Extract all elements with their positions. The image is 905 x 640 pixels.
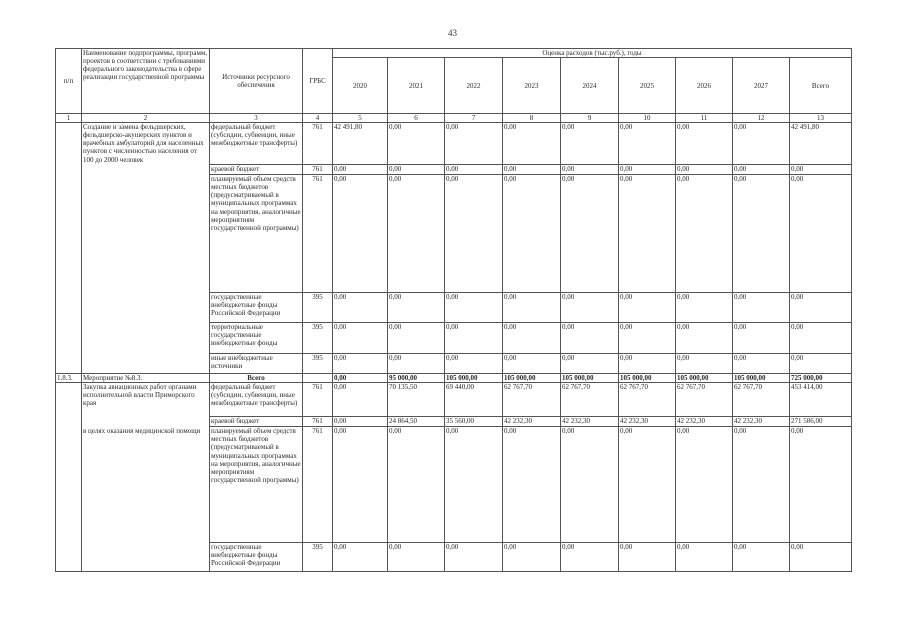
value-cell: 0,00 xyxy=(619,427,676,543)
funding-source: государственные внебюджетные фонды Российской Федерации xyxy=(210,543,303,572)
column-number: 11 xyxy=(676,114,733,123)
value-cell: 0,00 xyxy=(333,417,388,427)
value-cell: 0,00 xyxy=(561,323,619,354)
value-cell: 0,00 xyxy=(333,293,388,323)
total-value-cell: 0,00 xyxy=(333,374,388,383)
value-cell: 0,00 xyxy=(333,543,388,572)
total-value-cell: 95 000,00 xyxy=(388,374,445,383)
value-cell: 0,00 xyxy=(561,543,619,572)
value-cell: 0,00 xyxy=(388,354,445,374)
table-row xyxy=(56,383,852,417)
funding-source: территориальные государственные внебюджетные фонды xyxy=(210,323,303,354)
total-value-cell: 105 000,00 xyxy=(445,374,503,383)
value-cell: 0,00 xyxy=(790,175,852,293)
grbs-code: 395 xyxy=(303,543,333,572)
header-year: 2027 xyxy=(733,58,790,114)
header-estimate: Оценка расходов (тыс.руб.), годы xyxy=(333,49,852,58)
value-cell: 0,00 xyxy=(733,123,790,165)
value-cell: 0,00 xyxy=(790,165,852,175)
value-cell: 42 232,30 xyxy=(733,417,790,427)
value-cell: 0,00 xyxy=(445,323,503,354)
funding-source: планируемый объем средств местных бюджетов (предусматриваемый в муниципальных программах на мероприятия, аналогичные мероприятиям государственной программы) xyxy=(210,427,303,543)
value-cell: 42 232,30 xyxy=(561,417,619,427)
row-number xyxy=(56,383,82,572)
value-cell: 0,00 xyxy=(733,427,790,543)
value-cell: 0,00 xyxy=(733,293,790,323)
column-number: 9 xyxy=(561,114,619,123)
header-source: Источники ресурсного обеспечения xyxy=(210,49,303,114)
value-cell: 0,00 xyxy=(790,323,852,354)
value-cell: 62 767,70 xyxy=(503,383,561,417)
value-cell: 24 864,50 xyxy=(388,417,445,427)
header-numbers-row xyxy=(56,114,852,123)
header-year: 2024 xyxy=(561,58,619,114)
value-cell: 0,00 xyxy=(733,175,790,293)
column-number: 12 xyxy=(733,114,790,123)
value-cell: 0,00 xyxy=(388,123,445,165)
funding-source: краевой бюджет xyxy=(210,417,303,427)
value-cell: 0,00 xyxy=(676,427,733,543)
value-cell: 0,00 xyxy=(733,354,790,374)
grbs-code xyxy=(303,374,333,383)
value-cell: 0,00 xyxy=(445,427,503,543)
column-number: 13 xyxy=(790,114,852,123)
total-value-cell: 105 000,00 xyxy=(619,374,676,383)
header-name: Наименование подпрограммы, программ, проектов в соответствии с требованиями федерального законодательства в сфере реализации государственной программы xyxy=(82,49,210,114)
value-cell: 0,00 xyxy=(619,293,676,323)
value-cell: 42 232,30 xyxy=(676,417,733,427)
grbs-code: 761 xyxy=(303,383,333,417)
value-cell: 0,00 xyxy=(503,175,561,293)
total-value-cell: 105 000,00 xyxy=(733,374,790,383)
value-cell: 0,00 xyxy=(333,165,388,175)
value-cell: 0,00 xyxy=(503,293,561,323)
column-number: 3 xyxy=(210,114,303,123)
measure-name: Создание и замена фельдшерских, фельдшерско-акушерских пунктов и врачебных амбулаторий для населенных пунктов с численностью населения от 100 до 2000 человек xyxy=(82,123,210,374)
value-cell: 0,00 xyxy=(733,543,790,572)
column-number: 7 xyxy=(445,114,503,123)
value-cell: 0,00 xyxy=(619,354,676,374)
value-cell: 0,00 xyxy=(619,123,676,165)
value-cell: 0,00 xyxy=(619,175,676,293)
grbs-code: 395 xyxy=(303,293,333,323)
value-cell: 0,00 xyxy=(445,293,503,323)
value-cell: 271 586,00 xyxy=(790,417,852,427)
value-cell: 0,00 xyxy=(445,123,503,165)
grbs-code: 761 xyxy=(303,165,333,175)
value-cell: 42 232,30 xyxy=(503,417,561,427)
header-year: 2020 xyxy=(333,58,388,114)
column-number: 2 xyxy=(82,114,210,123)
grbs-code: 395 xyxy=(303,354,333,374)
value-cell: 0,00 xyxy=(619,165,676,175)
value-cell: 0,00 xyxy=(676,293,733,323)
value-cell: 70 135,50 xyxy=(388,383,445,417)
total-value-cell: 105 000,00 xyxy=(503,374,561,383)
funding-source: федеральный бюджет (субсидии, субвенции, иные межбюджетные трансферты) xyxy=(210,123,303,165)
value-cell: 0,00 xyxy=(388,175,445,293)
value-cell: 0,00 xyxy=(445,165,503,175)
value-cell: 42 491,80 xyxy=(333,123,388,165)
table-header xyxy=(56,49,852,123)
value-cell: 0,00 xyxy=(676,123,733,165)
value-cell: 42 491,80 xyxy=(790,123,852,165)
total-value-cell: 105 000,00 xyxy=(561,374,619,383)
value-cell: 0,00 xyxy=(561,427,619,543)
value-cell: 0,00 xyxy=(790,427,852,543)
column-number: 6 xyxy=(388,114,445,123)
value-cell: 0,00 xyxy=(561,293,619,323)
value-cell: 0,00 xyxy=(503,354,561,374)
header-year: 2022 xyxy=(445,58,503,114)
value-cell: 0,00 xyxy=(561,123,619,165)
value-cell: 0,00 xyxy=(388,543,445,572)
measure-title: Мероприятие №8.3. xyxy=(82,374,210,383)
column-number: 5 xyxy=(333,114,388,123)
funding-source: планируемый объем средств местных бюджетов (предусматриваемый в муниципальных программах на мероприятия, аналогичные мероприятиям государственной программы) xyxy=(210,175,303,293)
row-number xyxy=(56,123,82,374)
value-cell: 0,00 xyxy=(388,293,445,323)
header-year: Всего xyxy=(790,58,852,114)
grbs-code: 761 xyxy=(303,417,333,427)
value-cell: 62 767,70 xyxy=(676,383,733,417)
header-year: 2025 xyxy=(619,58,676,114)
value-cell: 0,00 xyxy=(445,543,503,572)
page-number: 43 xyxy=(448,28,457,38)
grbs-code: 761 xyxy=(303,175,333,293)
value-cell: 0,00 xyxy=(503,165,561,175)
column-number: 8 xyxy=(503,114,561,123)
value-cell: 0,00 xyxy=(676,354,733,374)
value-cell: 0,00 xyxy=(388,323,445,354)
column-number: 1 xyxy=(56,114,82,123)
value-cell: 0,00 xyxy=(503,123,561,165)
measure-name-cell xyxy=(82,383,210,572)
value-cell: 0,00 xyxy=(676,323,733,354)
measure-name-continued: в целях оказания медицинской помощи xyxy=(83,427,201,436)
value-cell: 0,00 xyxy=(561,175,619,293)
grbs-code: 395 xyxy=(303,323,333,354)
value-cell: 0,00 xyxy=(503,323,561,354)
value-cell: 0,00 xyxy=(790,354,852,374)
value-cell: 0,00 xyxy=(388,165,445,175)
value-cell: 0,00 xyxy=(790,293,852,323)
value-cell: 0,00 xyxy=(388,427,445,543)
value-cell: 0,00 xyxy=(445,175,503,293)
total-value-cell: 725 000,00 xyxy=(790,374,852,383)
total-label: Всего xyxy=(210,374,303,383)
value-cell: 453 414,00 xyxy=(790,383,852,417)
value-cell: 62 767,70 xyxy=(733,383,790,417)
column-number: 4 xyxy=(303,114,333,123)
funding-source: иные внебюджетные источники xyxy=(210,354,303,374)
value-cell: 0,00 xyxy=(333,427,388,543)
grbs-code: 761 xyxy=(303,123,333,165)
value-cell: 0,00 xyxy=(333,323,388,354)
value-cell: 0,00 xyxy=(333,354,388,374)
value-cell: 0,00 xyxy=(445,354,503,374)
value-cell: 35 560,00 xyxy=(445,417,503,427)
header-year: 2023 xyxy=(503,58,561,114)
measure-name: Закупка авиационных работ органами исполнительной власти Приморского края xyxy=(83,383,197,408)
value-cell: 0,00 xyxy=(676,543,733,572)
value-cell: 69 440,00 xyxy=(445,383,503,417)
total-value-cell: 105 000,00 xyxy=(676,374,733,383)
grbs-code: 761 xyxy=(303,427,333,543)
header-pp: п/п xyxy=(56,49,82,114)
value-cell: 0,00 xyxy=(333,175,388,293)
value-cell: 0,00 xyxy=(733,165,790,175)
header-grbs: ГРБС xyxy=(303,49,333,114)
value-cell: 0,00 xyxy=(619,323,676,354)
value-cell: 62 767,70 xyxy=(561,383,619,417)
value-cell: 0,00 xyxy=(676,165,733,175)
header-year: 2021 xyxy=(388,58,445,114)
value-cell: 0,00 xyxy=(333,383,388,417)
funding-source: государственные внебюджетные фонды Российской Федерации xyxy=(210,293,303,323)
value-cell: 0,00 xyxy=(503,543,561,572)
value-cell: 0,00 xyxy=(733,323,790,354)
total-row xyxy=(56,374,852,383)
value-cell: 0,00 xyxy=(790,543,852,572)
column-number: 10 xyxy=(619,114,676,123)
funding-source: федеральный бюджет (субсидии, субвенции, иные межбюджетные трансферты) xyxy=(210,383,303,417)
header-year: 2026 xyxy=(676,58,733,114)
value-cell: 42 232,30 xyxy=(619,417,676,427)
value-cell: 0,00 xyxy=(561,354,619,374)
funding-source: краевой бюджет xyxy=(210,165,303,175)
table-body xyxy=(56,123,852,572)
value-cell: 62 767,70 xyxy=(619,383,676,417)
value-cell: 0,00 xyxy=(619,543,676,572)
value-cell: 0,00 xyxy=(561,165,619,175)
value-cell: 0,00 xyxy=(676,175,733,293)
measure-code: 1.8.3. xyxy=(56,374,82,383)
table-row xyxy=(56,123,852,165)
value-cell: 0,00 xyxy=(503,427,561,543)
expenditure-table xyxy=(55,48,852,572)
